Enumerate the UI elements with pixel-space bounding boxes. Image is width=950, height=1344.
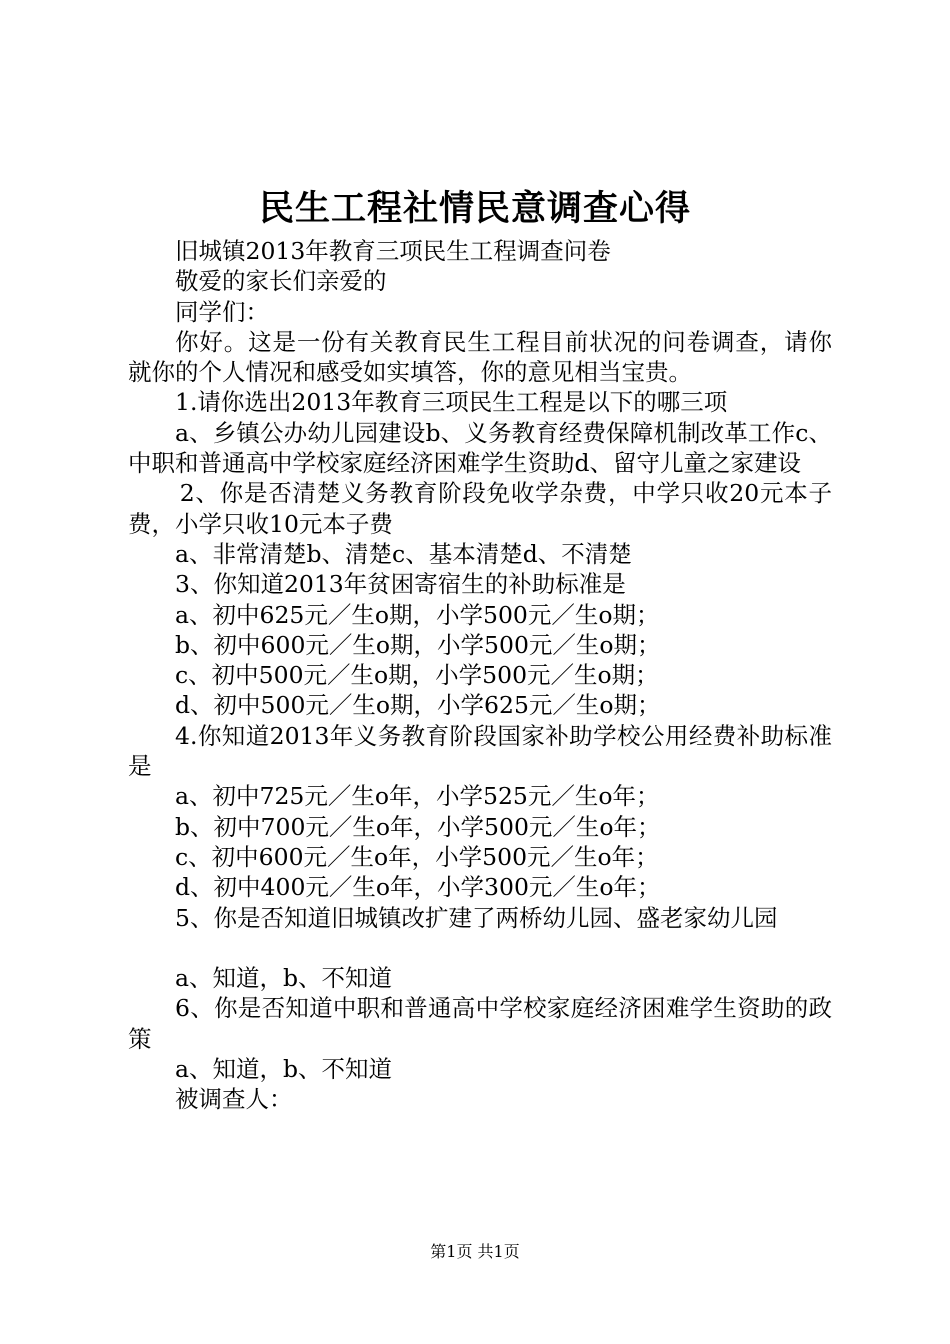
question-6-options: a、知道，b、不知道 bbox=[175, 1055, 393, 1084]
question-4: 4.你知道2013年义务教育阶段国家补助学校公用经费补助标准是 bbox=[128, 721, 832, 781]
document-body bbox=[128, 236, 832, 1115]
page-footer: 第1页 共1页 bbox=[430, 1242, 520, 1261]
question-3: 3、你知道2013年贫困寄宿生的补助标准是 bbox=[175, 570, 626, 599]
blank-line bbox=[128, 933, 832, 963]
question-2-options: a、非常清楚b、清楚c、基本清楚d、不清楚 bbox=[175, 539, 632, 568]
question-3-option-a: a、初中625元／生ο期，小学500元／生ο期； bbox=[175, 600, 660, 629]
question-5: 5、你是否知道旧城镇改扩建了两桥幼儿园、盛老家幼儿园 bbox=[175, 903, 778, 932]
question-3-option-c: c、初中500元／生ο期，小学500元／生ο期； bbox=[175, 661, 659, 690]
question-3-option-b: b、初中600元／生ο期，小学500元／生ο期； bbox=[175, 630, 661, 659]
question-1: 1.请你选出2013年教育三项民生工程是以下的哪三项 bbox=[175, 388, 728, 417]
question-2: 2、你是否清楚义务教育阶段免收学杂费，中学只收20元本子费，小学只收10元本子费 bbox=[128, 479, 832, 538]
paragraph-intro: 你好。这是一份有关教育民生工程目前状况的问卷调查，请你就你的个人情况和感受如实填答，你的意见相当宝贵。 bbox=[128, 327, 832, 387]
question-5-options: a、知道，b、不知道 bbox=[175, 964, 393, 993]
question-4-option-d: d、初中400元／生ο年，小学300元／生ο年； bbox=[175, 873, 661, 902]
question-4-option-b: b、初中700元／生ο年，小学500元／生ο年； bbox=[175, 812, 661, 841]
question-1-options: a、乡镇公办幼儿园建设b、义务教育经费保障机制改革工作c、中职和普通高中学校家庭经济困难学生资助d、留守儿童之家建设 bbox=[128, 418, 832, 478]
paragraph-greeting-parents: 敬爱的家长们亲爱的 bbox=[175, 267, 387, 296]
question-6: 6、你是否知道中职和普通高中学校家庭经济困难学生资助的政策 bbox=[128, 994, 832, 1053]
question-3-option-d: d、初中500元／生ο期，小学625元／生ο期； bbox=[175, 691, 661, 720]
document-title: 民生工程社情民意调查心得 bbox=[258, 188, 691, 229]
paragraph-survey-title: 旧城镇2013年教育三项民生工程调查问卷 bbox=[175, 237, 611, 265]
respondent-label: 被调查人： bbox=[175, 1085, 293, 1114]
paragraph-greeting-students: 同学们： bbox=[175, 297, 269, 326]
question-4-option-c: c、初中600元／生ο年，小学500元／生ο年； bbox=[175, 842, 659, 871]
question-4-option-a: a、初中725元／生ο年，小学525元／生ο年； bbox=[175, 782, 660, 811]
